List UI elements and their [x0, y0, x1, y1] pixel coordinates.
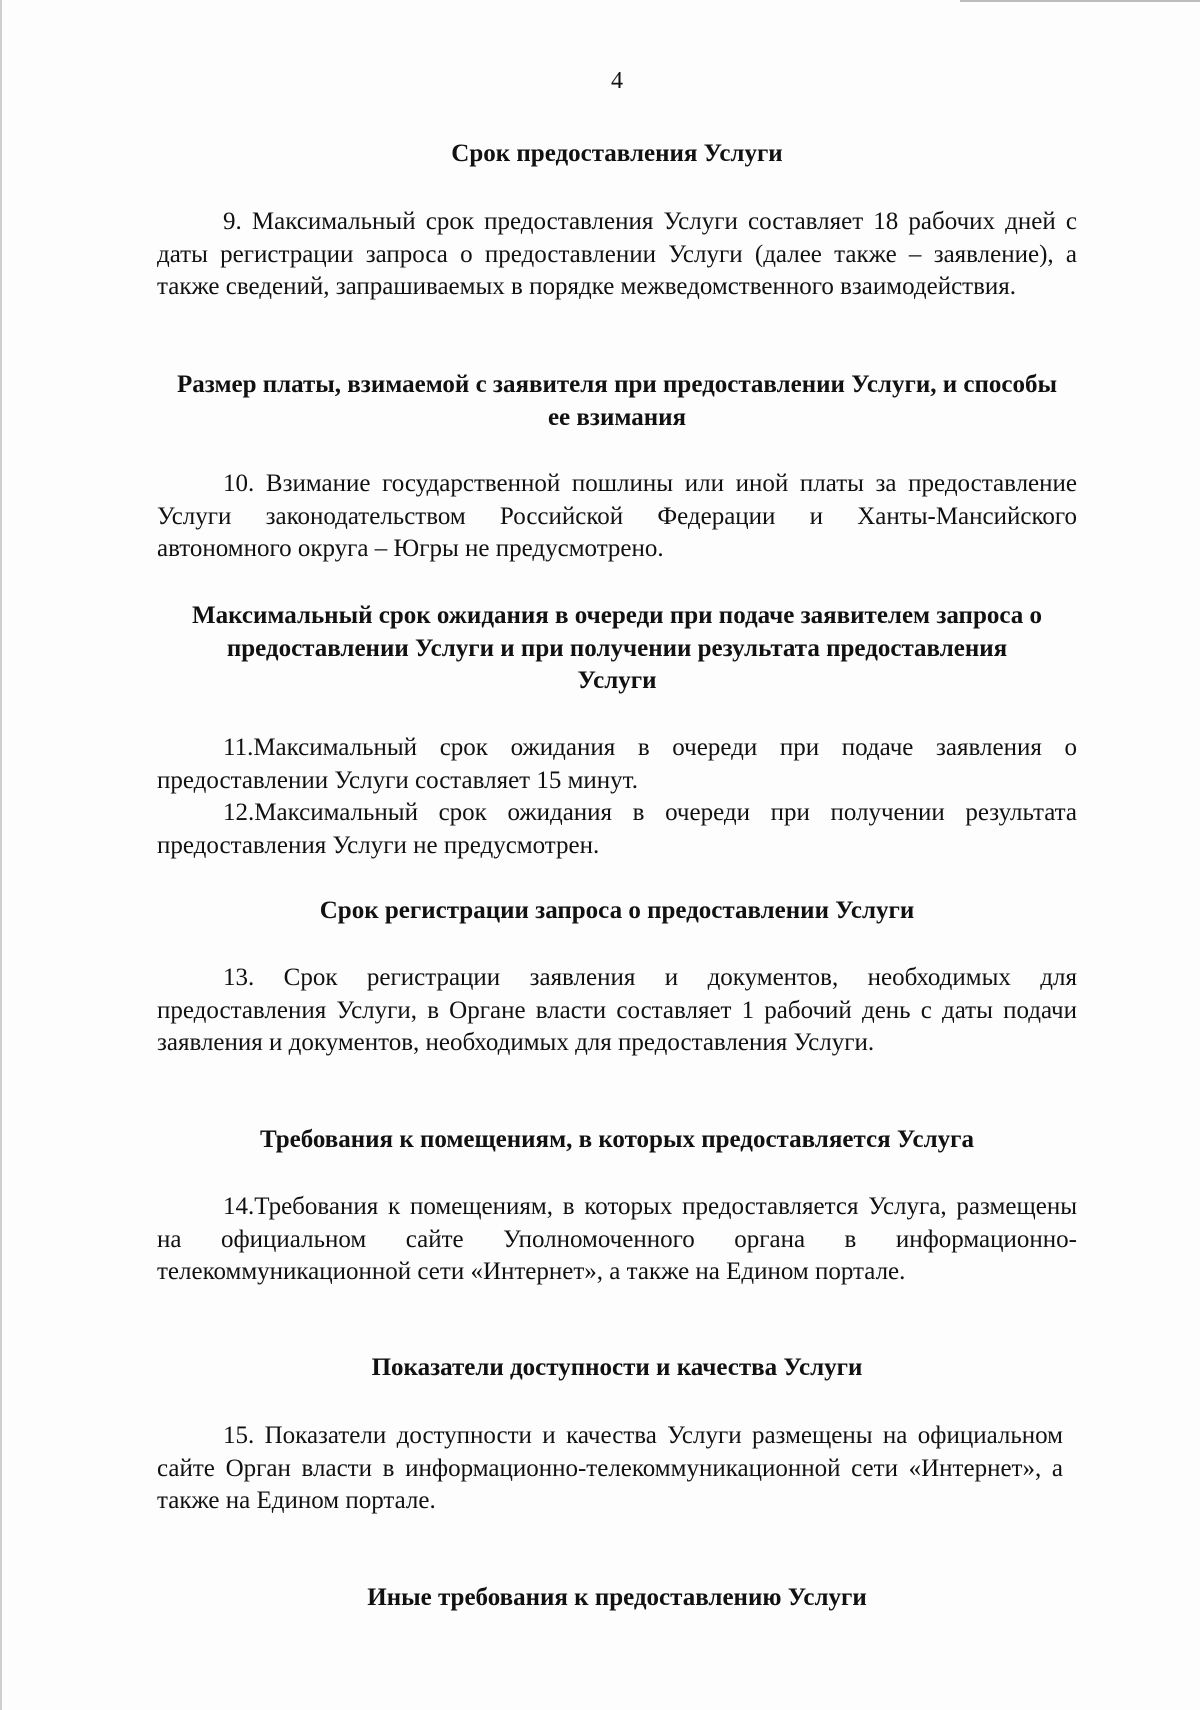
paragraph-10: 10. Взимание государственной пошлины или иной платы за предоставление Услуги законодательством Российской Федерации и Ханты-Мансийского автономного округа – Югры не предусмотрено. — [157, 470, 1077, 562]
paragraph-11: 11.Максимальный срок ожидания в очереди при подаче заявления о предоставлении Услуги составляет 15 минут. — [157, 734, 1077, 794]
paragraph-14: 14.Требования к помещениям, в которых предоставляется Услуга, размещены на официальном сайте Уполномоченного органа в информационно-телекоммуникационной сети «Интернет», а также на Едином портале. — [157, 1193, 1077, 1285]
section-heading-queue-time: Максимальный срок ожидания в очереди при подаче заявителем запроса о предоставлении Услуги и при получении результата предоставления Услуги — [191, 602, 1042, 694]
paragraph-9: 9. Максимальный срок предоставления Услуги составляет 18 рабочих дней с даты регистрации запроса о предоставлении Услуги (далее также – заявление), а также сведений, запрашиваемых в порядке межведомственного взаимодействия. — [157, 208, 1077, 300]
paragraph-15: 15. Показатели доступности и качества Услуги размещены на официальном сайте Орган власти в информационно-телекоммуникационной сети «Интернет», а также на Едином портале. — [157, 1422, 1063, 1514]
page-number: 4 — [611, 68, 623, 94]
scan-edge-top — [960, 0, 1200, 2]
section-heading-registration-term: Срок регистрации запроса о предоставлении Услуги — [319, 897, 915, 924]
paragraph-13: 13. Срок регистрации заявления и документов, необходимых для предоставления Услуги, в Органе власти составляет 1 рабочий день с даты подачи заявления и документов, необходимых для предоставления Услуги. — [157, 964, 1077, 1056]
section-heading-quality: Показатели доступности и качества Услуги — [371, 1354, 863, 1381]
section-heading-fee: Размер платы, взимаемой с заявителя при предоставлении Услуги, и способы ее взимания — [176, 371, 1057, 431]
paragraph-12: 12.Максимальный срок ожидания в очереди при получении результата предоставления Услуги не предусмотрен. — [157, 799, 1077, 859]
section-heading-service-term: Срок предоставления Услуги — [451, 140, 783, 167]
section-heading-other-requirements: Иные требования к предоставлению Услуги — [367, 1584, 867, 1611]
scan-edge-left — [0, 0, 2, 1710]
section-heading-premises: Требования к помещениям, в которых предоставляется Услуга — [259, 1126, 975, 1153]
